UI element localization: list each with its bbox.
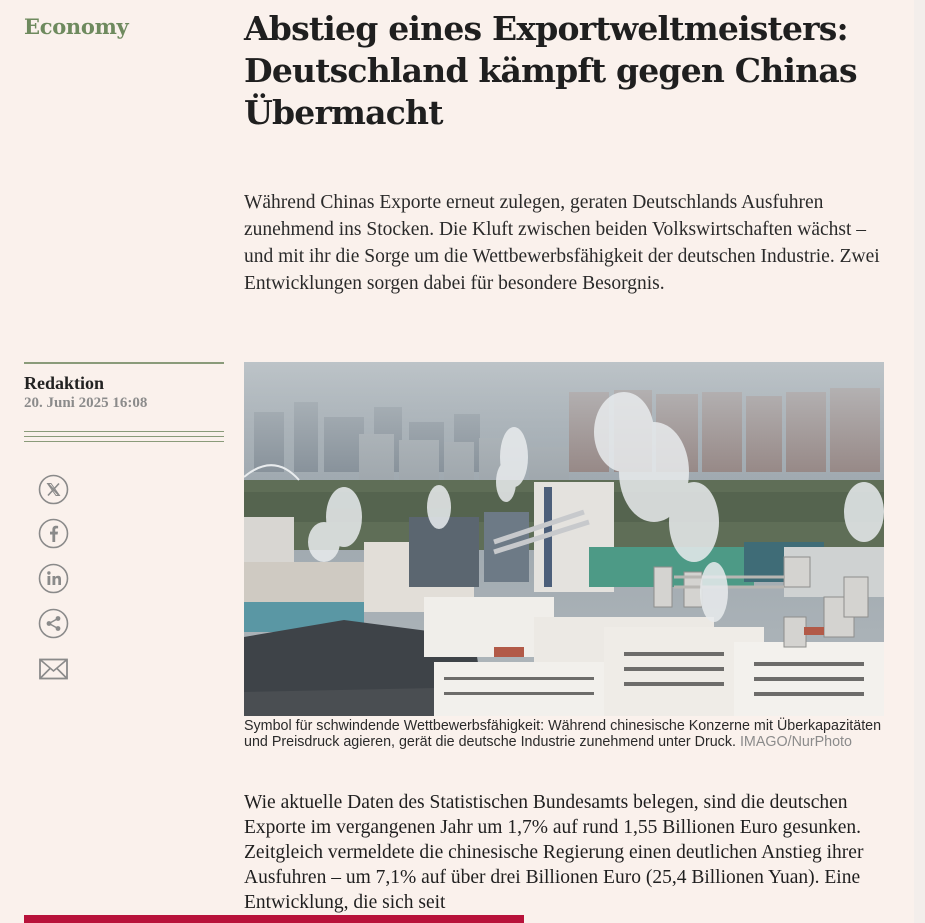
section-label[interactable]: Economy	[24, 14, 129, 39]
meta-divider-line	[24, 441, 224, 442]
mail-icon[interactable]	[38, 654, 69, 685]
image-credit: IMAGO/NurPhoto	[739, 734, 852, 750]
caption-text: Symbol für schwindende Wettbewerbsfähigkeit: Während chinesische Konzerne mit Überkapazitäten und Preisdruck agieren, gerät die deutsche Industrie zunehmend unter Druck.	[244, 718, 882, 750]
meta-top-rule	[24, 362, 224, 364]
page-edge	[914, 0, 925, 923]
share-icon[interactable]	[38, 608, 69, 639]
body-paragraph: Wie aktuelle Daten des Statistischen Bundesamts belegen, sind die deutschen Exporte im vergangenen Jahr um 1,7% auf rund 1,55 Billionen Euro gesunken. Zeitgleich vermeldete die chinesische Regierung einen deutlichen Anstieg ihrer Ausfuhren – um 7,1% auf über drei Billionen Euro (25,4 Billionen Yuan). Eine Entwicklung, die sich seit	[244, 792, 864, 913]
linkedin-icon[interactable]	[38, 563, 69, 594]
lead-paragraph: Während Chinas Exporte erneut zulegen, geraten Deutschlands Ausfuhren zunehmend ins Stocken. Die Kluft zwischen beiden Volkswirtschaften wächst – und mit ihr die Sorge um die Wettbewerbsfähigkeit der deutschen Industrie. Zwei Entwicklungen sorgen dabei für besondere Besorgnis.	[244, 192, 880, 294]
facebook-icon[interactable]	[38, 518, 69, 549]
ad-bar[interactable]	[24, 915, 524, 923]
hero-image[interactable]	[244, 362, 884, 716]
author-name[interactable]: Redaktion	[24, 373, 105, 393]
image-caption	[244, 718, 884, 750]
x-icon[interactable]	[38, 474, 69, 505]
meta-divider-line	[24, 431, 224, 432]
publish-date: 20. Juni 2025 16:08	[24, 395, 148, 411]
headline: Abstieg eines Exportweltmeisters: Deutschland kämpft gegen Chinas Übermacht	[244, 9, 857, 132]
meta-divider-line	[24, 436, 224, 437]
